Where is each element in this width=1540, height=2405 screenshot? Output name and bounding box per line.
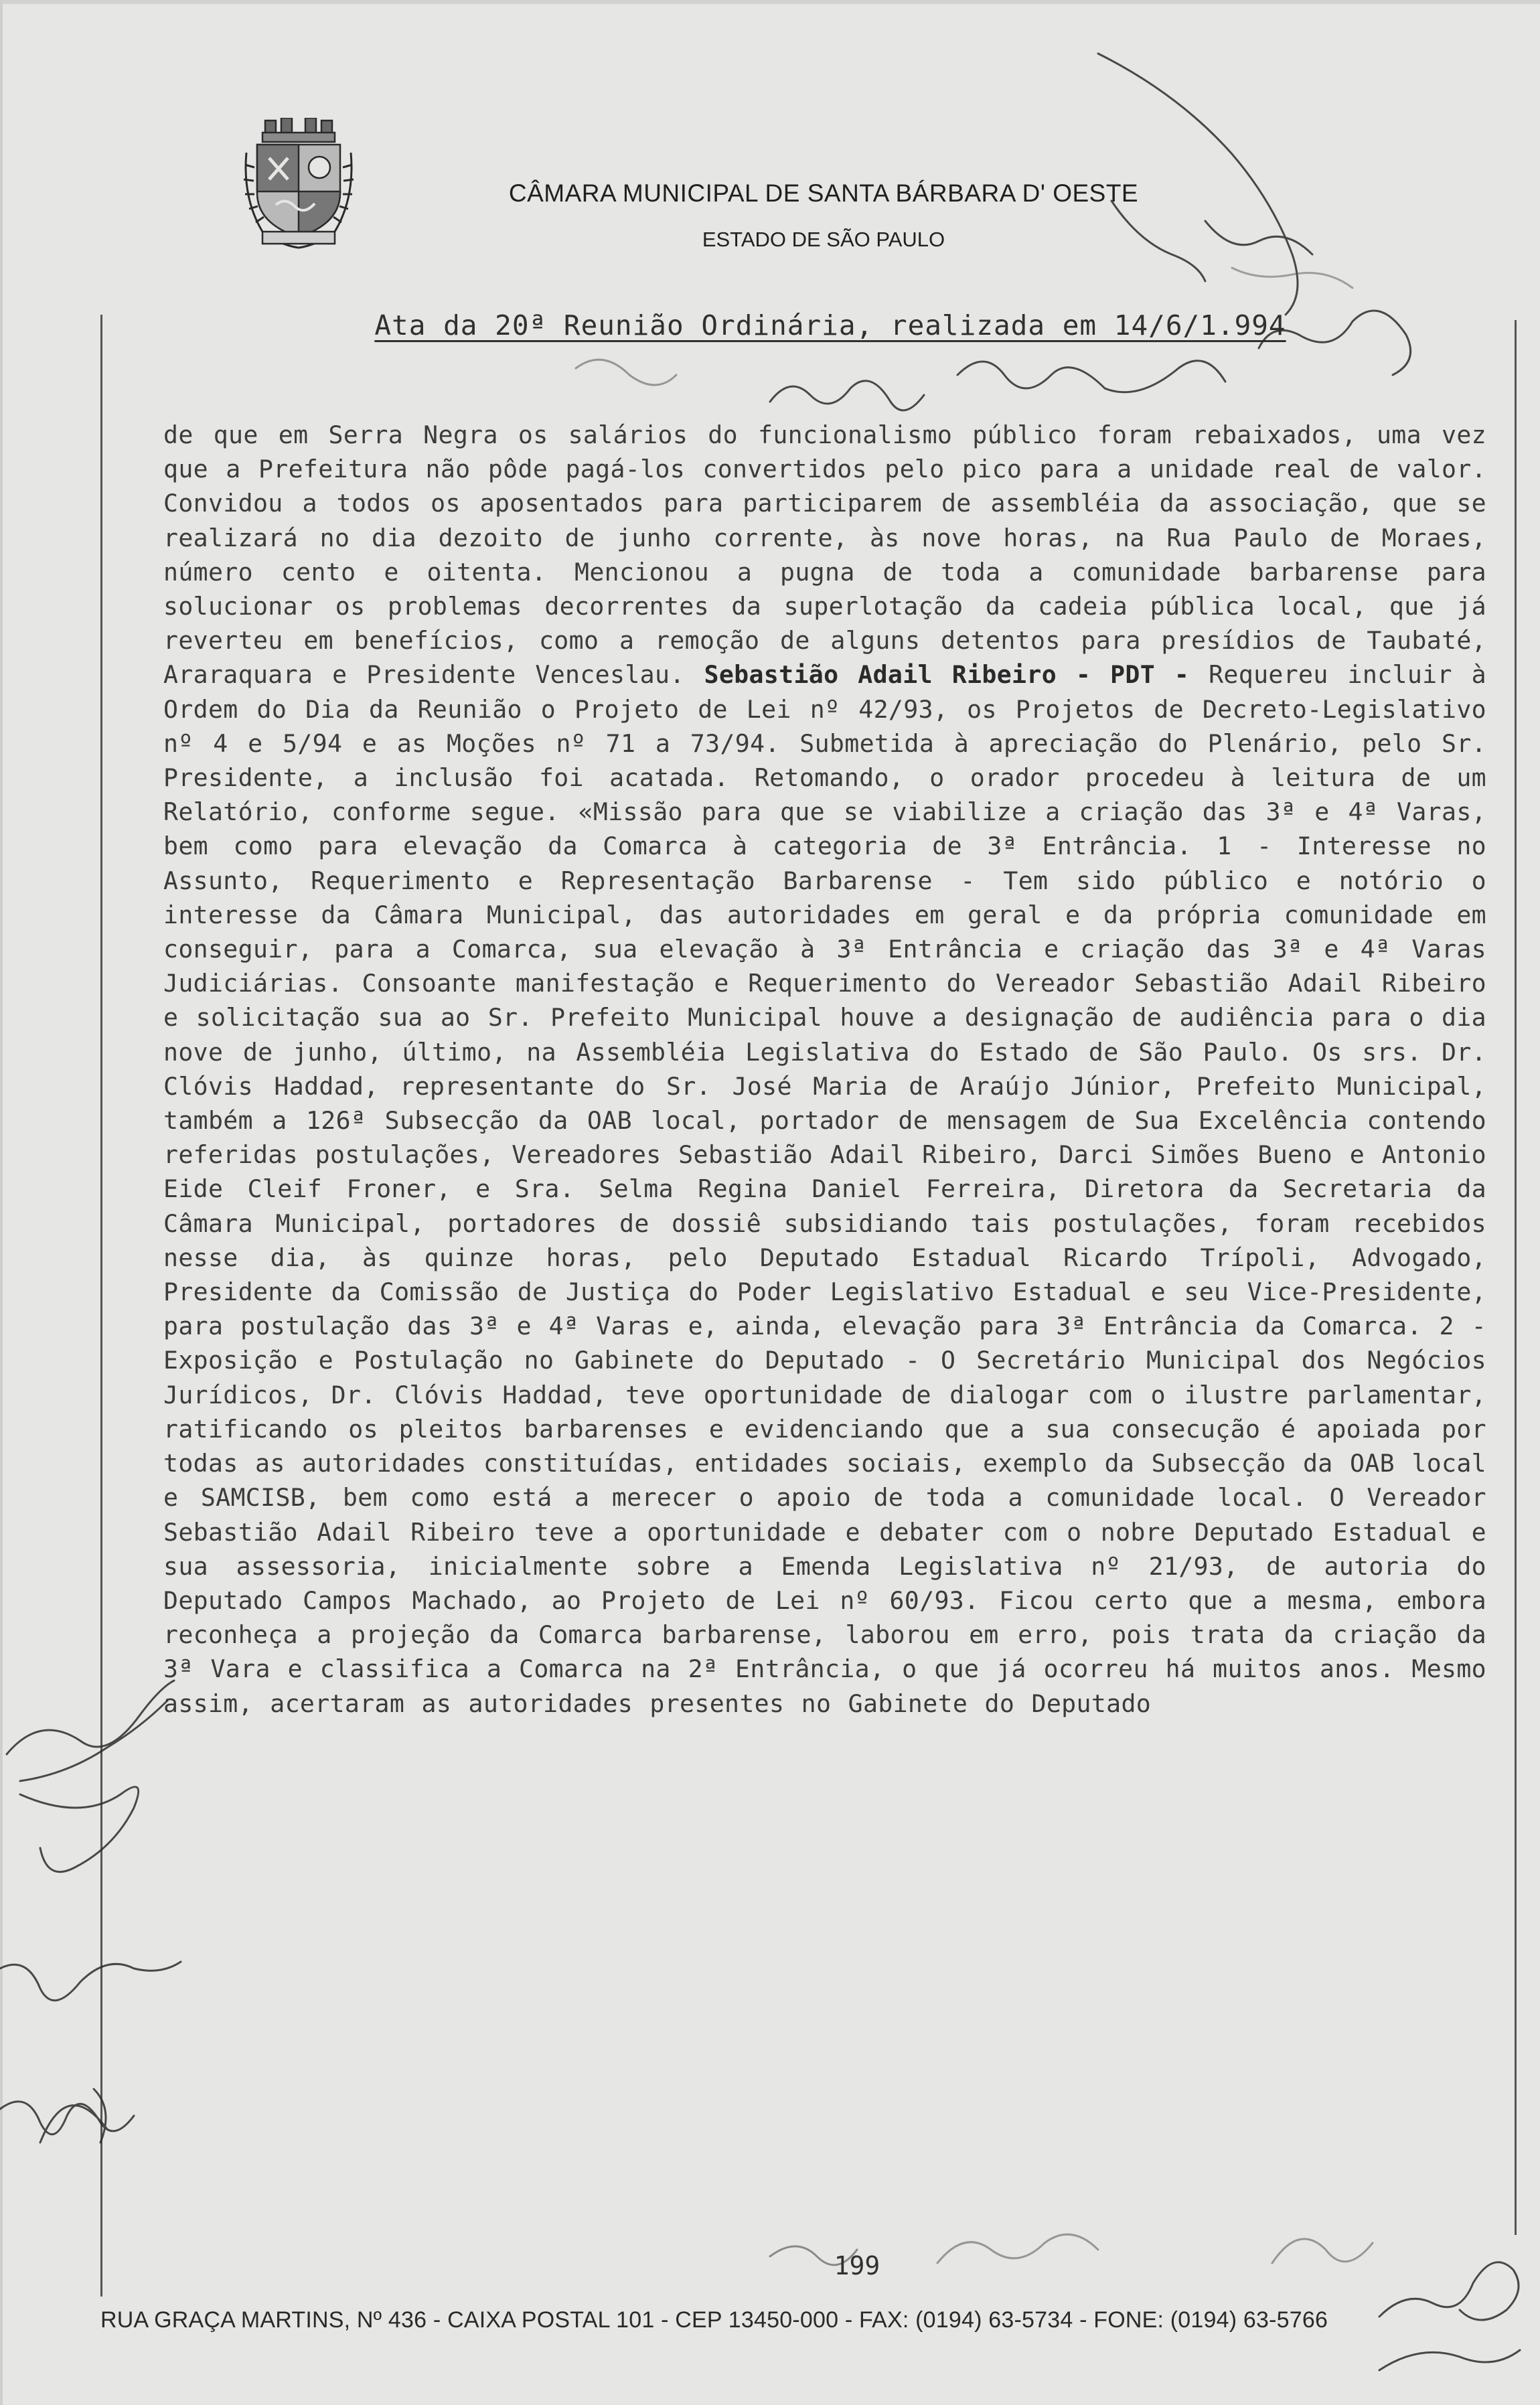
page-number: 199 <box>834 2251 880 2280</box>
left-margin-rule <box>100 315 102 2297</box>
page-edge <box>0 0 1540 4</box>
coat-of-arms-icon <box>242 118 355 249</box>
signature-mark <box>937 2234 1098 2263</box>
signature-mark <box>1111 201 1312 281</box>
signature-mark <box>0 2102 134 2135</box>
speaker-name: Sebastião Adail Ribeiro - PDT - <box>704 660 1190 690</box>
signature-mark <box>576 360 676 385</box>
paragraph-text: Requereu incluir à Ordem do Dia da Reunião o Projeto de Lei nº 42/93, os Projetos de Decreto-Legislativo nº 4 e 5/94 e as Moções nº 71 a 73/94. Submetida à apreciação do Plenário, pelo Sr. Presidente, a inclusão foi acatada. Retomando, o orador procedeu à leitura de um Relatório, conforme segue. «Missão para que se viabilize a criação das 3ª e 4ª Varas, bem como para elevação da Comarca à categoria de 3ª Entrância. 1 - Interesse no Assunto, Requerimento e Representação Barbarense - Tem sido público e notório o interesse da Câmara Municipal, das autoridades em geral e da própria comunidade em conseguir, para a Comarca, sua elevação à 3ª Entrância e criação das 3ª e 4ª Varas Judiciárias. Consoante manifestação e Requerimento do Vereador Sebastião Adail Ribeiro e solicitação sua ao Sr. Prefeito Municipal houve a designação de audiência para o dia nove de junho, último, na Assembléia Legislativa do Estado de São Paulo. Os srs. Dr. Clóvis Haddad, representante do Sr. José Maria de Araújo Júnior, Prefeito Municipal, também a 126ª Subsecção da OAB local, portador de mensagem de Sua Excelência contendo referidas postulações, Vereadores Sebastião Adail Ribeiro, Darci Simões Bueno e Antonio Eide Cleif Froner, e Sra. Selma Regina Daniel Ferreira, Diretora da Secretaria da Câmara Municipal, portadores de dossiê subsidiando tais postulações, foram recebidos nesse dia, às quinze horas, pelo Deputado Estadual Ricardo Trípoli, Advogado, Presidente da Comissão de Justiça do Poder Legislativo Estadual e seu Vice-Presidente, para postulação das 3ª e 4ª Varas e, ainda, elevação para 3ª Entrância da Comarca. 2 - Exposição e Postulação no Gabinete do Deputado - O Secretário Municipal dos Negócios Jurídicos, Dr. Clóvis Haddad, teve oportunidade de dialogar com o ilustre parlamentar, ratificando os pleitos barbarenses e evidenciando que a sua consecução é apoiada por todas as autoridades constituídas, entidades sociais, exemplo da Subsecção da OAB local e SAMCISB, bem como está a merecer o apoio de toda a comunidade local. O Vereador Sebastião Adail Ribeiro teve a oportunidade e debater com o nobre Deputado Estadual e sua assessoria, inicialmente sobre a Emenda Legislativa nº 21/93, de autoria do Deputado Campos Machado, ao Projeto de Lei nº 60/93. Ficou certo que a mesma, embora reconheça a projeção da Comarca barbarense, laborou em erro, pois trata da criação da 3ª Vara e classifica a Comarca na 2ª Entrância, o que já ocorreu há muitos anos. Mesmo assim, acertaram as autoridades presentes no Gabinete do Deputado <box>163 660 1487 1718</box>
signature-mark <box>40 2089 107 2143</box>
page-edge-left <box>0 0 3 2405</box>
minutes-body <box>163 418 1486 1721</box>
paragraph <box>163 418 1486 1721</box>
minutes-title: Ata da 20ª Reunião Ordinária, realizada em 14/6/1.994 <box>374 309 1286 341</box>
state-subtitle: ESTADO DE SÃO PAULO <box>702 228 945 251</box>
institution-title: CÂMARA MUNICIPAL DE SANTA BÁRBARA D' OESTE <box>508 179 1139 207</box>
signature-mark <box>20 1787 139 1872</box>
paragraph-text: de que em Serra Negra os salários do funcionalismo público foram rebaixados, uma vez que a Prefeitura não pôde pagá-los convertidos pelo pico para a unidade real de valor. Convidou a todos os aposentados para participarem de assembléia da associação, que se realizará no dia dezoito de junho corrente, às nove horas, na Rua Paulo de Moraes, número cento e oitenta. Mencionou a pugna de toda a comunidade barbarense para solucionar os problemas decorrentes da superlotação da cadeia pública local, que já reverteu em benefícios, como a remoção de alguns detentos para presídios de Taubaté, Araraquara e Presidente Venceslau. <box>163 420 1486 690</box>
signature-mark <box>7 1681 174 1781</box>
signature-mark <box>1232 268 1353 288</box>
signature-mark <box>1379 2350 1520 2370</box>
signature-mark <box>957 361 1225 392</box>
address-footer: RUA GRAÇA MARTINS, Nº 436 - CAIXA POSTAL 101 - CEP 13450-000 - FAX: (0194) 63-5734 - FONE: (0194) 63-5766 <box>100 2307 1328 2333</box>
signature-mark <box>0 1962 181 2001</box>
signature-mark <box>1272 2239 1373 2263</box>
right-margin-rule <box>1515 320 1517 2235</box>
signature-mark <box>770 381 924 410</box>
